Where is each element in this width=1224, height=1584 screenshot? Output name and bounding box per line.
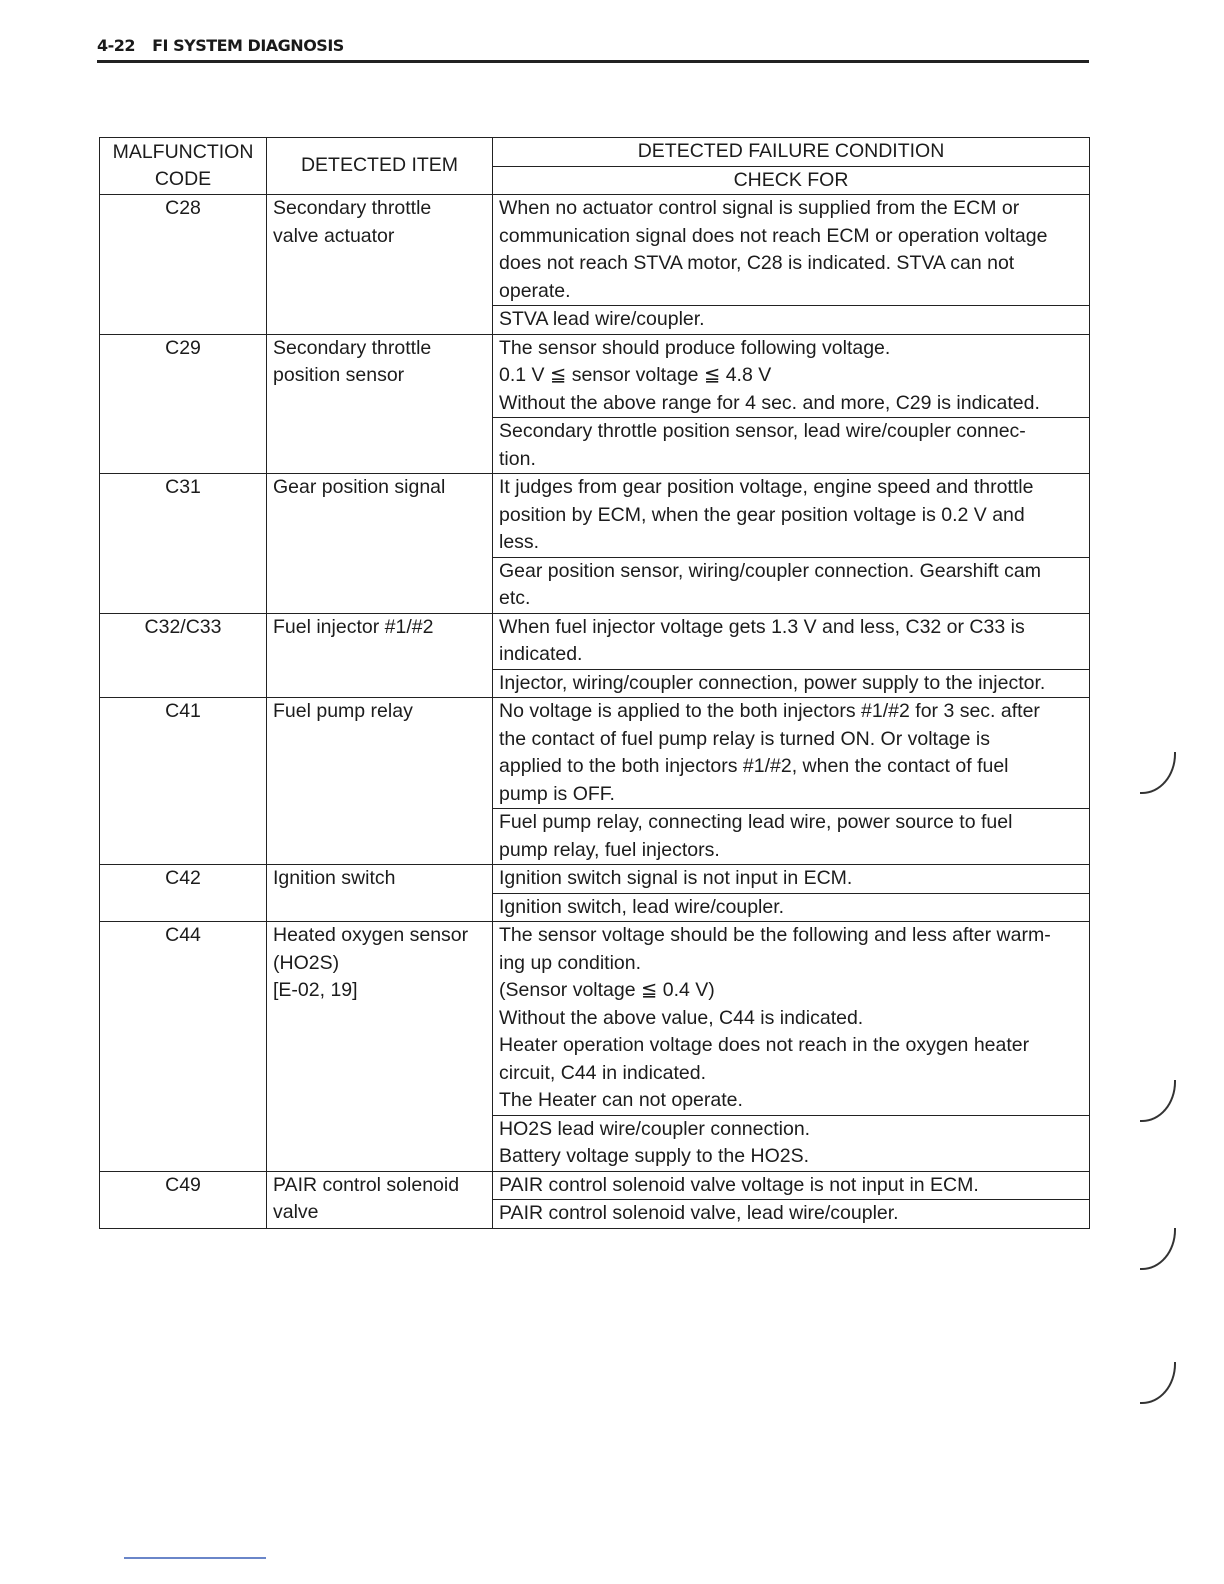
check-for-line: PAIR control solenoid valve, lead wire/coupler.: [499, 1202, 899, 1224]
check-for: [493, 306, 1090, 335]
failure-condition-line: The Heater can not operate.: [499, 1089, 743, 1111]
malfunction-code: C49: [100, 1171, 267, 1228]
detected-item: [267, 698, 493, 865]
table-row: [100, 1171, 1090, 1200]
failure-condition-line: less.: [499, 531, 540, 553]
malfunction-code: C29: [100, 334, 267, 474]
check-for: [493, 669, 1090, 698]
failure-condition: [493, 195, 1090, 306]
check-for-line: Gear position sensor, wiring/coupler connection. Gearshift cam: [499, 559, 1041, 582]
check-for-line: HO2S lead wire/coupler connection.: [499, 1117, 811, 1140]
detected-item-line: Secondary throttle: [273, 197, 432, 219]
page-header: [97, 36, 344, 55]
table-header: [100, 138, 1090, 195]
check-for: [493, 557, 1090, 613]
detected-item: [267, 922, 493, 1172]
detected-item-line: PAIR control solenoid: [273, 1173, 460, 1196]
failure-condition-line: PAIR control solenoid valve voltage is not input in ECM.: [499, 1173, 979, 1196]
detected-item-line: valve: [273, 1201, 319, 1223]
failure-condition: [493, 865, 1090, 894]
table-row: [100, 922, 1090, 1116]
failure-condition-line: Without the above range for 4 sec. and more, C29 is indicated.: [499, 391, 1040, 414]
failure-condition-line: The sensor should produce following voltage.: [499, 336, 891, 359]
malfunction-code: C32/C33: [100, 613, 267, 698]
check-for: [493, 1115, 1090, 1171]
failure-condition-line: communication signal does not reach ECM or operation voltage: [499, 224, 1048, 247]
section-title: FI SYSTEM DIAGNOSIS: [152, 36, 344, 55]
check-for-line: pump relay, fuel injectors.: [499, 838, 720, 861]
check-for-line: tion.: [499, 447, 536, 470]
failure-condition-line: When no actuator control signal is supplied from the ECM or: [499, 197, 1020, 219]
table-row: [100, 474, 1090, 558]
table-row: [100, 698, 1090, 809]
detected-item-line: Fuel pump relay: [273, 700, 413, 722]
detected-item: [267, 1171, 493, 1228]
page-number: 4-22: [97, 36, 136, 55]
detected-item: [267, 195, 493, 335]
failure-condition-line: It judges from gear position voltage, engine speed and throttle: [499, 476, 1034, 498]
check-for-line: etc.: [499, 587, 531, 609]
malfunction-code: C31: [100, 474, 267, 614]
detected-item-line: Gear position signal: [273, 476, 446, 498]
header-malfunction-code: MALFUNCTION CODE: [100, 138, 267, 195]
binding-mark: [1140, 1362, 1176, 1404]
failure-condition-line: (Sensor voltage ≦ 0.4 V): [499, 979, 715, 1001]
failure-condition: [493, 334, 1090, 418]
failure-condition: [493, 1171, 1090, 1200]
check-for: [493, 809, 1090, 865]
failure-condition: [493, 922, 1090, 1116]
malfunction-code: C44: [100, 922, 267, 1172]
table-row: [100, 613, 1090, 669]
footer-line: [124, 1557, 266, 1559]
table-row: [100, 195, 1090, 306]
failure-condition-line: operate.: [499, 279, 571, 302]
detected-item-line: Secondary throttle: [273, 336, 432, 359]
table-body: [100, 195, 1090, 1229]
detected-item-line: Fuel injector #1/#2: [273, 615, 434, 638]
binding-mark: [1140, 752, 1176, 794]
failure-condition-line: does not reach STVA motor, C28 is indicated. STVA can not: [499, 252, 1015, 274]
detected-item-line: position sensor: [273, 364, 405, 386]
check-for-line: Ignition switch, lead wire/coupler.: [499, 895, 785, 918]
failure-condition-line: Ignition switch signal is not input in ECM.: [499, 867, 853, 889]
check-for-line: Fuel pump relay, connecting lead wire, power source to fuel: [499, 811, 1013, 833]
check-for: [493, 893, 1090, 922]
failure-condition: [493, 474, 1090, 558]
failure-condition-line: pump is OFF.: [499, 782, 615, 805]
detected-item-line: Heated oxygen sensor: [273, 924, 469, 946]
header-check-for: CHECK FOR: [493, 166, 1090, 195]
header-failure-condition: DETECTED FAILURE CONDITION: [493, 138, 1090, 167]
detected-item-line: Ignition switch: [273, 867, 396, 889]
failure-condition-line: The sensor voltage should be the following and less after warm-: [499, 924, 1051, 946]
malfunction-code: C42: [100, 865, 267, 922]
table-row: [100, 334, 1090, 418]
detected-item-line: valve actuator: [273, 224, 395, 247]
detected-item: [267, 474, 493, 614]
failure-condition-line: No voltage is applied to the both injectors #1/#2 for 3 sec. after: [499, 700, 1040, 722]
detected-item: [267, 865, 493, 922]
detected-item-line: [E-02, 19]: [273, 979, 358, 1001]
table-row: [100, 865, 1090, 894]
failure-condition-line: the contact of fuel pump relay is turned ON. Or voltage is: [499, 727, 990, 750]
failure-condition-line: applied to the both injectors #1/#2, when the contact of fuel: [499, 755, 1009, 777]
binding-mark: [1140, 1228, 1176, 1270]
failure-condition: [493, 613, 1090, 669]
failure-condition-line: When fuel injector voltage gets 1.3 V and less, C32 or C33 is: [499, 615, 1025, 638]
malfunction-code: C28: [100, 195, 267, 335]
failure-condition-line: ing up condition.: [499, 951, 642, 974]
failure-condition-line: position by ECM, when the gear position voltage is 0.2 V and: [499, 503, 1025, 526]
malfunction-code: C41: [100, 698, 267, 865]
failure-condition-line: 0.1 V ≦ sensor voltage ≦ 4.8 V: [499, 364, 772, 386]
failure-condition: [493, 698, 1090, 809]
check-for-line: STVA lead wire/coupler.: [499, 308, 705, 330]
detected-item: [267, 613, 493, 698]
detected-item-line: (HO2S): [273, 951, 340, 974]
failure-condition-line: Without the above value, C44 is indicated.: [499, 1006, 864, 1029]
failure-condition-line: Heater operation voltage does not reach in the oxygen heater: [499, 1034, 1030, 1056]
check-for-line: Battery voltage supply to the HO2S.: [499, 1145, 810, 1167]
header-detected-item: DETECTED ITEM: [267, 138, 493, 195]
failure-condition-line: circuit, C44 in indicated.: [499, 1061, 707, 1084]
check-for-line: Injector, wiring/coupler connection, power supply to the injector.: [499, 671, 1046, 694]
check-for: [493, 1200, 1090, 1229]
check-for-line: Secondary throttle position sensor, lead wire/coupler connec-: [499, 420, 1026, 442]
detected-item: [267, 334, 493, 474]
binding-mark: [1140, 1080, 1176, 1122]
failure-condition-line: indicated.: [499, 643, 583, 665]
header-rule: [97, 60, 1089, 63]
check-for: [493, 418, 1090, 474]
diagnosis-table: [99, 137, 1090, 1229]
